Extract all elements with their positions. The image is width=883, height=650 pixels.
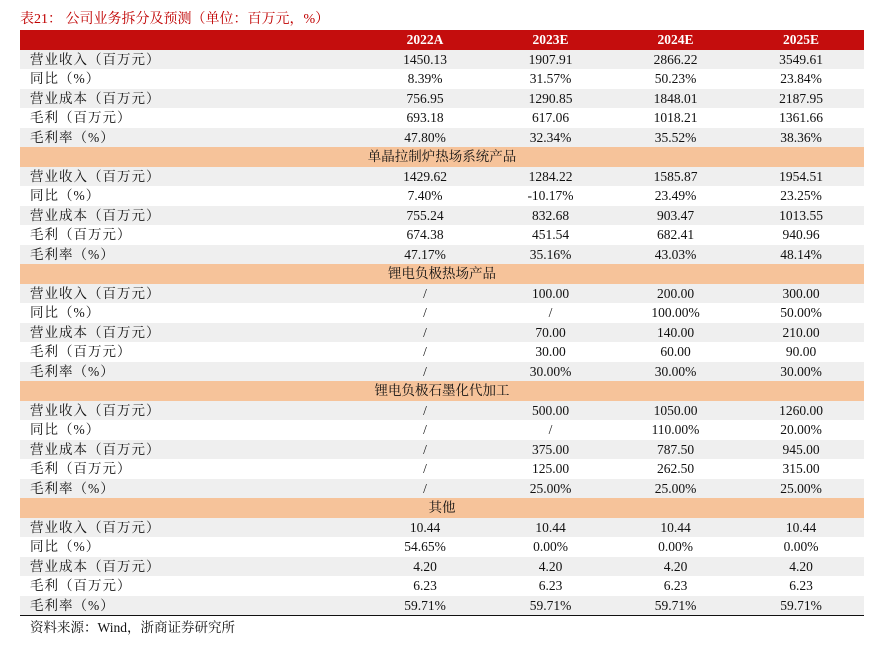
section-row [20,498,864,518]
table-cell: 35.52% [613,128,738,148]
table-cell: / [423,305,427,320]
table-cell: / [362,284,488,304]
table-cell: / [362,401,488,421]
table-cell: 4.20 [362,557,488,577]
table-cell: 674.38 [406,227,444,242]
table-cell: 48.14% [738,245,864,265]
row-label: 毛利（百万元） [30,461,132,476]
table-cell: 0.00% [533,539,568,554]
row-label: 毛利（百万元） [30,110,132,125]
table-cell: 451.54 [531,227,570,242]
row-label: 同比（%） [30,71,101,86]
table-cell: 2187.95 [738,89,864,109]
table-row [20,186,864,206]
table-cell: 20.00% [780,422,822,437]
header-cell-label [20,30,362,50]
table-cell: 23.25% [780,188,822,203]
table-row [20,128,864,148]
table-cell: 30.00 [535,344,566,359]
table-row [20,459,864,479]
table-cell: 1290.85 [488,89,613,109]
table-cell: 50.00% [780,305,822,320]
table-cell: 1429.62 [362,167,488,187]
table-cell: 0.00% [658,539,693,554]
table-row [20,596,864,616]
section-row [20,381,864,401]
table-row [20,323,864,343]
table-cell: 693.18 [406,110,444,125]
table-cell: 4.20 [488,557,613,577]
table-cell: 2866.22 [613,50,738,70]
table-cell: 200.00 [613,284,738,304]
table-row [20,362,864,382]
row-label: 毛利率（%） [20,362,362,382]
table-cell: 10.44 [488,518,613,538]
table-cell: 10.44 [738,518,864,538]
row-label: 毛利（百万元） [30,227,132,242]
table-cell: / [423,344,427,359]
table-row [20,420,864,440]
table-cell: 1585.87 [613,167,738,187]
table-cell: 6.23 [413,578,437,593]
table-cell: 8.39% [407,71,443,86]
table-cell: 1954.51 [738,167,864,187]
row-label: 毛利率（%） [20,128,362,148]
table-row [20,69,864,89]
table-cell: 100.00 [488,284,613,304]
table-cell: 1361.66 [779,110,823,125]
table-cell: 110.00% [651,422,700,437]
table-cell: 262.50 [656,461,695,476]
table-cell: 756.95 [362,89,488,109]
table-cell: 43.03% [613,245,738,265]
table-cell: 25.00% [488,479,613,499]
source-note: 资料来源：Wind，浙商证券研究所 [30,620,235,635]
table-cell: 210.00 [738,323,864,343]
table-cell: / [423,422,427,437]
row-label: 同比（%） [30,539,101,554]
table-cell: 50.23% [654,71,697,86]
table-row [20,342,864,362]
table-cell: 1050.00 [613,401,738,421]
table-cell: / [362,479,488,499]
table-cell: 38.36% [738,128,864,148]
row-label: 营业成本（百万元） [20,557,362,577]
table-cell: 47.17% [362,245,488,265]
table-cell: 500.00 [488,401,613,421]
row-label: 营业成本（百万元） [20,323,362,343]
header-cell-2023e: 2023E [488,30,613,50]
header-cell-2022a: 2022A [362,30,488,50]
table-cell: 32.34% [488,128,613,148]
table-cell: 1260.00 [738,401,864,421]
table-cell: 6.23 [663,578,688,593]
table-cell: 25.00% [613,479,738,499]
table-cell: / [362,323,488,343]
table-row [20,50,864,70]
row-label: 同比（%） [30,188,101,203]
table-row [20,89,864,109]
table-row [20,479,864,499]
row-label: 毛利率（%） [20,596,362,616]
table-cell: 375.00 [488,440,613,460]
table-cell: 140.00 [613,323,738,343]
table-cell: 10.44 [362,518,488,538]
table-cell: 59.71% [613,596,738,616]
table-cell: 31.57% [529,71,572,86]
table-row [20,440,864,460]
table-cell: 6.23 [538,578,563,593]
table-cell: 617.06 [531,110,570,125]
table-cell: 945.00 [738,440,864,460]
table-cell: 1018.21 [653,110,698,125]
table-cell: 315.00 [782,461,820,476]
table-cell: -10.17% [527,188,574,203]
table-cell: 1848.01 [613,89,738,109]
table-cell: 90.00 [785,344,817,359]
table-cell: / [362,440,488,460]
section-title: 锂电负极热场产品 [20,264,864,284]
table-row [20,303,864,323]
table-cell: 125.00 [531,461,570,476]
table-row [20,108,864,128]
row-label: 营业成本（百万元） [20,89,362,109]
table-cell: 25.00% [738,479,864,499]
table-cell: 30.00% [738,362,864,382]
table-cell: 59.71% [362,596,488,616]
table-cell: 4.20 [613,557,738,577]
section-row [20,147,864,167]
table-cell: 1284.22 [488,167,613,187]
table-cell: 1013.55 [738,206,864,226]
table-cell: 6.23 [789,578,813,593]
table-row [20,557,864,577]
table-cell: 300.00 [738,284,864,304]
table-cell: 10.44 [613,518,738,538]
table-title: 表21： 公司业务拆分及预测（单位：百万元，%） [20,12,330,27]
row-label: 营业成本（百万元） [20,440,362,460]
table-cell: / [423,461,427,476]
header-cell-2025e: 2025E [738,30,864,50]
table-cell: 59.71% [738,596,864,616]
section-title: 单晶拉制炉热场系统产品 [20,147,864,167]
table-cell: 30.00% [613,362,738,382]
table-cell: 4.20 [738,557,864,577]
table-cell: / [548,305,553,320]
header-row [20,30,864,50]
table-row [20,401,864,421]
section-title: 其他 [20,498,864,518]
row-label: 营业收入（百万元） [20,401,362,421]
table-cell: 35.16% [488,245,613,265]
table-cell: 23.49% [654,188,697,203]
section-title: 锂电负极石墨化代加工 [20,381,864,401]
table-cell: 1907.91 [488,50,613,70]
table-cell: 100.00% [651,305,700,320]
section-row [20,264,864,284]
table-cell: 70.00 [488,323,613,343]
table-row [20,206,864,226]
row-label: 营业成本（百万元） [20,206,362,226]
table-cell: 59.71% [488,596,613,616]
table-cell: 755.24 [362,206,488,226]
header-cell-2024e: 2024E [613,30,738,50]
row-label: 营业收入（百万元） [20,50,362,70]
table-cell: 7.40% [407,188,443,203]
table-cell: 3549.61 [738,50,864,70]
table-cell: 60.00 [660,344,691,359]
table-row [20,518,864,538]
table-cell: 940.96 [782,227,820,242]
table-cell: 23.84% [780,71,822,86]
row-label: 毛利率（%） [20,245,362,265]
row-label: 营业收入（百万元） [20,518,362,538]
table-cell: 54.65% [404,539,446,554]
table-cell: / [548,422,553,437]
table-row [20,245,864,265]
table-row [20,225,864,245]
table-cell: 832.68 [488,206,613,226]
table-row [20,537,864,557]
table-row [20,284,864,304]
table-cell: 1450.13 [362,50,488,70]
table-cell: 47.80% [362,128,488,148]
table-row [20,167,864,187]
row-label: 毛利率（%） [20,479,362,499]
table-cell: 0.00% [783,539,819,554]
forecast-table [20,30,864,616]
table-cell: 30.00% [488,362,613,382]
row-label: 同比（%） [30,305,101,320]
table-cell: / [362,362,488,382]
row-label: 毛利（百万元） [30,344,132,359]
table-cell: 903.47 [613,206,738,226]
table-row [20,576,864,596]
table-cell: 787.50 [613,440,738,460]
row-label: 同比（%） [30,422,101,437]
row-label: 营业收入（百万元） [20,167,362,187]
row-label: 营业收入（百万元） [20,284,362,304]
row-label: 毛利（百万元） [30,578,132,593]
table-cell: 682.41 [656,227,695,242]
